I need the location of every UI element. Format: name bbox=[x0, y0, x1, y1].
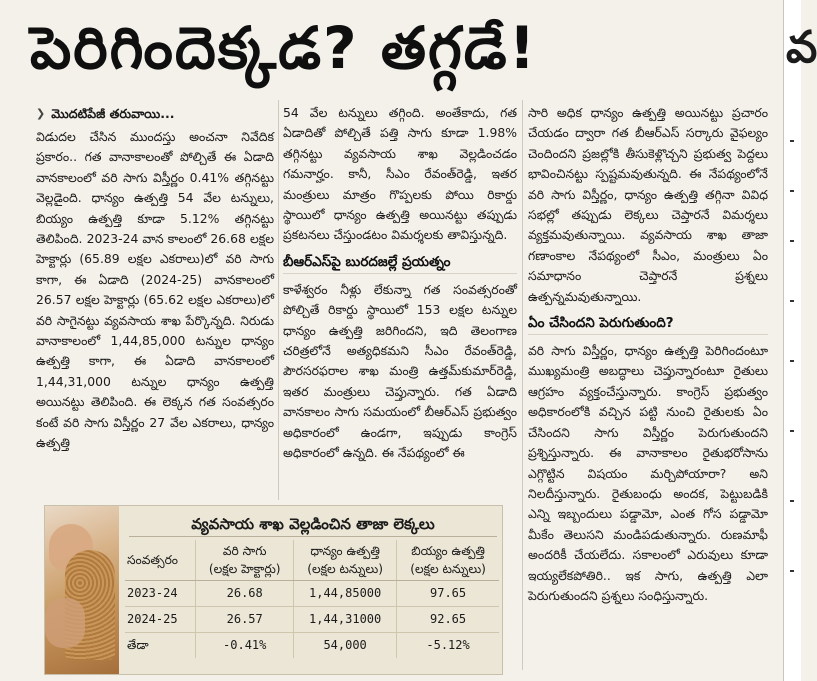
article-paragraph: సారి అధిక ధాన్యం ఉత్పత్తి అయినట్టు ప్రచారం చేయడం ద్వారా గత బీఆర్‌ఎస్ సర్కారు వైఫల్యం చెందిందని ప్రజల్లోకి తీసుకెళ్లొచ్చని ప్రభుత్వ పెద్దలు భావించినట్టు స్పష్టమవుతున్నది. ఈ నేపథ్యంలోనే వరి సాగు విస్తీర్ణం, ధాన్యం ఉత్పత్తి తగ్గినా వివిధ సభల్లో తప్పుడు లెక్కలు చెప్తారనే విమర్శలు వ్యక్తమవుతున్నాయి. వ్యవసాయ శాఖ తాజా గణాంకాల నేపథ్యంలో సీఎం, మంత్రులు ఏం సమాధానం చెప్తారనే ప్రశ్నలు ఉత్పన్నమవుతున్నాయి. bbox=[528, 105, 768, 304]
table-cell: 2024-25 bbox=[125, 607, 196, 633]
kicker-text: మొదటిపేజీ తరువాయి... bbox=[51, 105, 175, 121]
column-rule bbox=[278, 100, 279, 500]
stats-box bbox=[44, 505, 503, 675]
table-cell: తేడా bbox=[127, 638, 149, 652]
table-cell: 97.65 bbox=[397, 581, 499, 607]
article-column-2 bbox=[283, 103, 517, 464]
table-cell: 92.65 bbox=[397, 607, 499, 633]
article-column-1 bbox=[36, 103, 274, 454]
article-paragraph: వరి సాగు విస్తీర్ణం, ధాన్యం ఉత్పత్తి పెరిగిందంటూ ముఖ్యమంత్రి అబద్ధాలు చెప్తున్నారంటూ రైతులు ఆగ్రహం వ్యక్తంచేస్తున్నారు. కాంగ్రెస్ ప్రభుత్వం అధికారంలోకి వచ్చిన పట్టి నుంచి రైతులకు ఏం చేసిందని సాగు విస్తీర్ణం పెరుగుతుందని ప్రశ్నిస్తున్నారు. ఈ వానాకాలం రైతుభరోసాను ఎగ్గొట్టిన విషయం మర్చిపోయారా? అని నిలదీస్తున్నారు. రైతుబంధు అందక, పెట్టుబడికి ఎన్ని ఇబ్బందులు పడ్డామో, ఎంత గోస పడ్డామో మీకేం తెలుసని మండిపడుతున్నారు. రుణమాఫీ అందరికీ చేయలేదు. సకాలంలో ఎరువులు కూడా ఇయ్యలేకపోతిరి.. ఇక సాగు, ఉత్పత్తి ఎలా పెరుగుతుందని ప్రశ్నలు సంధిస్తున్నారు. bbox=[528, 343, 768, 603]
headline: పెరిగిందెక్కడ? తగ్గడే! bbox=[30, 14, 538, 82]
table-cell: 2023-24 bbox=[125, 581, 196, 607]
table-header: ధాన్యం ఉత్పత్తి (లక్షల టన్నులు) bbox=[294, 540, 397, 581]
table-row bbox=[125, 581, 499, 607]
table-cell: -0.41% bbox=[196, 633, 294, 659]
article-paragraph: 54 వేల టన్నులు తగ్గింది. అంతేకాదు, గత ఏడాదితో పోల్చితే పత్తి సాగు కూడా 1.98% తగ్గినట్టు వ్యవసాయ శాఖ వెల్లడించడం గమనార్హం. కానీ, సీఎం రేవంత్‌రెడ్డి, ఇతర మంత్రులు మాత్రం గొప్పలకు పోయి రికార్డు స్థాయిలో ధాన్యం ఉత్పత్తి అయినట్టు తప్పుడు ప్రకటనలు చేస్తుండటం విమర్శలకు తావిస్తున్నది. bbox=[283, 105, 517, 243]
continuation-kicker bbox=[36, 103, 274, 125]
table-header: సంవత్సరం bbox=[125, 540, 196, 581]
table-cell: 1,44,31000 bbox=[294, 607, 397, 633]
table-row bbox=[125, 633, 499, 659]
table-title: వ్యవసాయ శాఖ వెల్లడించిన తాజా లెక్కలు bbox=[129, 512, 497, 537]
adjacent-column-char: వ bbox=[786, 22, 817, 73]
table-cell: 54,000 bbox=[294, 633, 397, 659]
stats-table bbox=[125, 540, 499, 658]
article-paragraph: కాళేశ్వరం నీళ్లు లేకున్నా గత సంవత్సరంతో పోల్చితే రికార్డు స్థాయిలో 153 లక్షల టన్నుల ధాన్యం ఉత్పత్తి జరిగిందని, ఇది తెలంగాణ చరిత్రలోనే అత్యధికమని సీఎం రేవంత్‌రెడ్డి, పౌరసరఫరాల శాఖ మంత్రి ఉత్తమ్‌కుమార్‌రెడ్డి, ఇతర మంత్రులు చెప్తున్నారు. గత ఏడాది వానకాలం సాగు సమయంలో బీఆర్‌ఎస్ ప్రభుత్వం అధికారంలో ఉండగా, ఇప్పుడు కాంగ్రెస్ అధికారంలో ఉన్నది. ఈ నేపథ్యంలో ఈ bbox=[283, 281, 517, 461]
grain-in-hands-image bbox=[45, 506, 119, 674]
article-paragraph: విడుదల చేసిన ముందస్తు అంచనా నివేదిక ప్రకారం.. గత వానాకాలంతో పోల్చితే ఈ ఏడాది వానకాలంలో వరి సాగు విస్తీర్ణం 0.41% తగ్గినట్టు వెల్లడైంది. ధాన్యం ఉత్పత్తి 54 వేల టన్నులు, బియ్యం ఉత్పత్తి కూడా 5.12% తగ్గినట్టు తెలిపింది. 2023-24 వాన కాలంలో 26.68 లక్షల హెక్టార్లు (65.89 లక్షల ఎకరాలు)లో వరి సాగు కాగా, ఈ ఏడాది (2024-25) వానకాలంలో 26.57 లక్షల హెక్టార్లు (65.62 లక్షల ఎకరాలు)లో వరి సాగైనట్టు వ్యవసాయ శాఖ పేర్కొన్నది. నిరుడు వానాకాలంలో 1,44,85,000 టన్నుల ధాన్యం ఉత్పత్తి కాగా, ఈ ఏడాది వానకాలంలో 1,44,31,000 టన్నుల ధాన్యం ఉత్పత్తి అయినట్టు తెలిపింది. ఈ లెక్కన గత సంవత్సరం కంటే వరి సాగు విస్తీర్ణం 27 వేల ఎకరాలు, ధాన్యం ఉత్పత్తి bbox=[36, 129, 274, 451]
adjacent-column-edge bbox=[783, 0, 817, 681]
table-cell: 1,44,85000 bbox=[294, 581, 397, 607]
subheading: బీఆర్‌ఎస్‌పై బురదజల్లే ప్రయత్నం bbox=[283, 252, 517, 274]
table-header: బియ్యం ఉత్పత్తి (లక్షల టన్నులు) bbox=[397, 540, 499, 581]
table-row bbox=[125, 607, 499, 633]
table-cell: -5.12% bbox=[397, 633, 499, 659]
table-header: వరి సాగు (లక్షల హెక్టార్లు) bbox=[196, 540, 294, 581]
subheading: ఏం చేసిందని పెరుగుతుంది? bbox=[528, 313, 768, 335]
chevron-right-icon: ❯ bbox=[36, 106, 46, 120]
table-cell: 26.57 bbox=[196, 607, 294, 633]
table-cell: 26.68 bbox=[196, 581, 294, 607]
article-column-3 bbox=[528, 103, 768, 606]
column-rule bbox=[522, 100, 523, 670]
